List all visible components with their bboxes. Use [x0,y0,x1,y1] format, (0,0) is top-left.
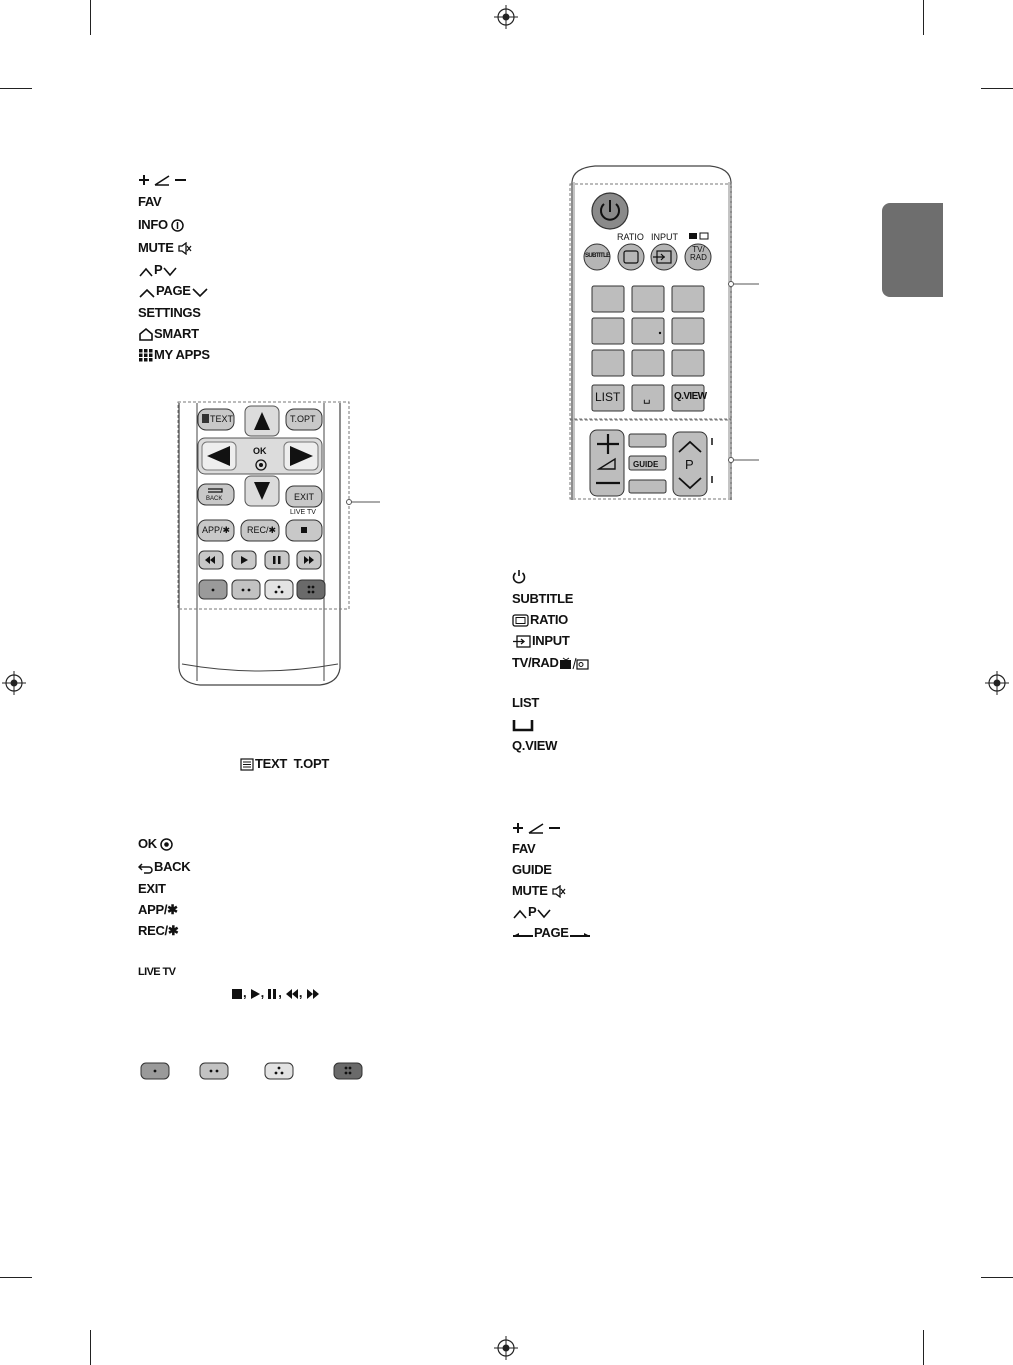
info-text: INFO [138,217,168,232]
play-icon [250,988,261,1000]
info-label [138,217,184,233]
pause-icon [267,988,278,1000]
chevron-down-icon [162,267,178,277]
chevron-up-icon [512,909,528,919]
remote-bottom-illustration [170,398,395,693]
crop-mark [923,0,924,35]
my-apps-text: MY APPS [154,347,210,362]
chevron-down-icon [536,909,552,919]
fav-label: FAV [138,194,162,209]
qview-label: Q.VIEW [512,738,558,753]
tvrad-label [512,655,589,671]
ok-text: OK [138,836,157,851]
rec-label: REC/✱ [138,923,179,938]
remote-topt-button: T.OPT [290,414,316,424]
remote-qview-button: Q.VIEW [674,391,707,402]
app-label: APP/✱ [138,902,178,917]
crop-mark [981,1277,1013,1278]
remote-rec-button: REC/✱ [247,525,277,535]
chevron-up-icon [138,288,156,298]
ratio-text: RATIO [530,612,568,627]
tv-radio-icon [559,657,589,670]
ratio-icon [512,614,530,627]
mute-label-2 [512,883,566,899]
remote-subtitle-button: SUBTITLE [585,253,610,259]
input-text: INPUT [532,633,570,648]
page-text: PAGE [156,283,191,298]
teletext-text: TEXT [255,756,288,771]
registration-mark-icon [2,671,26,695]
input-label [512,633,570,649]
fast-forward-icon [306,988,320,1000]
remote-list-button: LIST [595,390,621,404]
chevron-up-icon [138,267,154,277]
arrow-right-icon [569,930,591,940]
separator: , [298,985,303,1000]
color-keys-row [140,1062,370,1082]
live-tv-label: LIVE TV [138,966,176,978]
channel-text: P [154,262,163,277]
crop-mark [90,0,91,35]
settings-label: SETTINGS [138,305,201,320]
arrow-left-icon [512,930,534,940]
mute-label [138,240,192,256]
separator: , [260,985,264,1000]
separator: , [278,985,282,1000]
back-label [138,859,190,875]
remote-live-tv-label: LIVE TV [290,509,316,516]
ok-label [138,836,173,852]
remote-ratio-label: RATIO [617,232,644,242]
exit-label: EXIT [138,881,166,896]
mute-text: MUTE [138,240,174,255]
remote-back-button: BACK [206,496,223,502]
crop-mark [981,88,1013,89]
remote-text-button: TEXT [210,414,234,424]
crop-mark [0,1277,32,1278]
remote-p-label: P [685,457,694,472]
space-key-icon [512,718,534,732]
remote-tvrad-button [690,246,707,262]
ratio-label [512,612,568,628]
teletext-line [240,756,329,772]
crop-mark [90,1330,91,1365]
back-text: BACK [154,859,191,874]
remote-space-button: ␣ [643,390,651,404]
remote-app-button: APP/✱ [202,525,231,535]
my-apps-label [138,347,210,363]
tvrad-line2: RAD [690,253,707,262]
remote-input-label: INPUT [651,232,678,242]
volume-icon [512,821,562,835]
info-icon [171,219,184,232]
fav-label-2: FAV [512,841,536,856]
tvrad-line1: TV/ [692,245,705,254]
ok-wheel-icon [160,838,173,851]
subtitle-label: SUBTITLE [512,591,574,606]
playback-symbols [231,985,320,1001]
stop-icon [231,988,243,1000]
input-icon [512,635,532,648]
tvrad-text: TV/RAD [512,655,559,670]
rewind-icon [285,988,299,1000]
volume-symbol-2 [512,820,562,836]
channel-label [138,262,178,278]
mute-icon [551,885,566,898]
teletext-topt: T.OPT [293,756,329,771]
teletext-icon [240,758,255,771]
power-icon [512,569,526,584]
remote-ok-button: OK [253,446,267,456]
page-label [138,283,209,299]
registration-mark-icon [494,5,518,29]
power-symbol [512,569,526,585]
space-symbol [512,717,534,733]
channel-text-2: P [528,904,537,919]
channel-label-2 [512,904,552,920]
volume-icon [138,173,188,187]
language-side-tab [882,203,943,297]
remote-exit-button: EXIT [294,492,315,502]
registration-mark-icon [494,1336,518,1360]
separator: , [243,985,247,1000]
volume-symbol [138,172,188,188]
page-label-2 [512,925,591,941]
mute-text-2: MUTE [512,883,548,898]
guide-label: GUIDE [512,862,552,877]
back-arrow-icon [138,862,154,874]
mute-icon [177,242,192,255]
grid-apps-icon [138,348,154,362]
chevron-down-icon [191,288,209,298]
crop-mark [0,88,32,89]
remote-guide-button: GUIDE [633,460,659,469]
smart-label [138,326,199,342]
registration-mark-icon [985,671,1009,695]
crop-mark [923,1330,924,1365]
remote-top-illustration [565,160,770,505]
smart-text: SMART [154,326,199,341]
list-label: LIST [512,695,539,710]
home-icon [138,327,154,341]
page-text-2: PAGE [534,925,569,940]
